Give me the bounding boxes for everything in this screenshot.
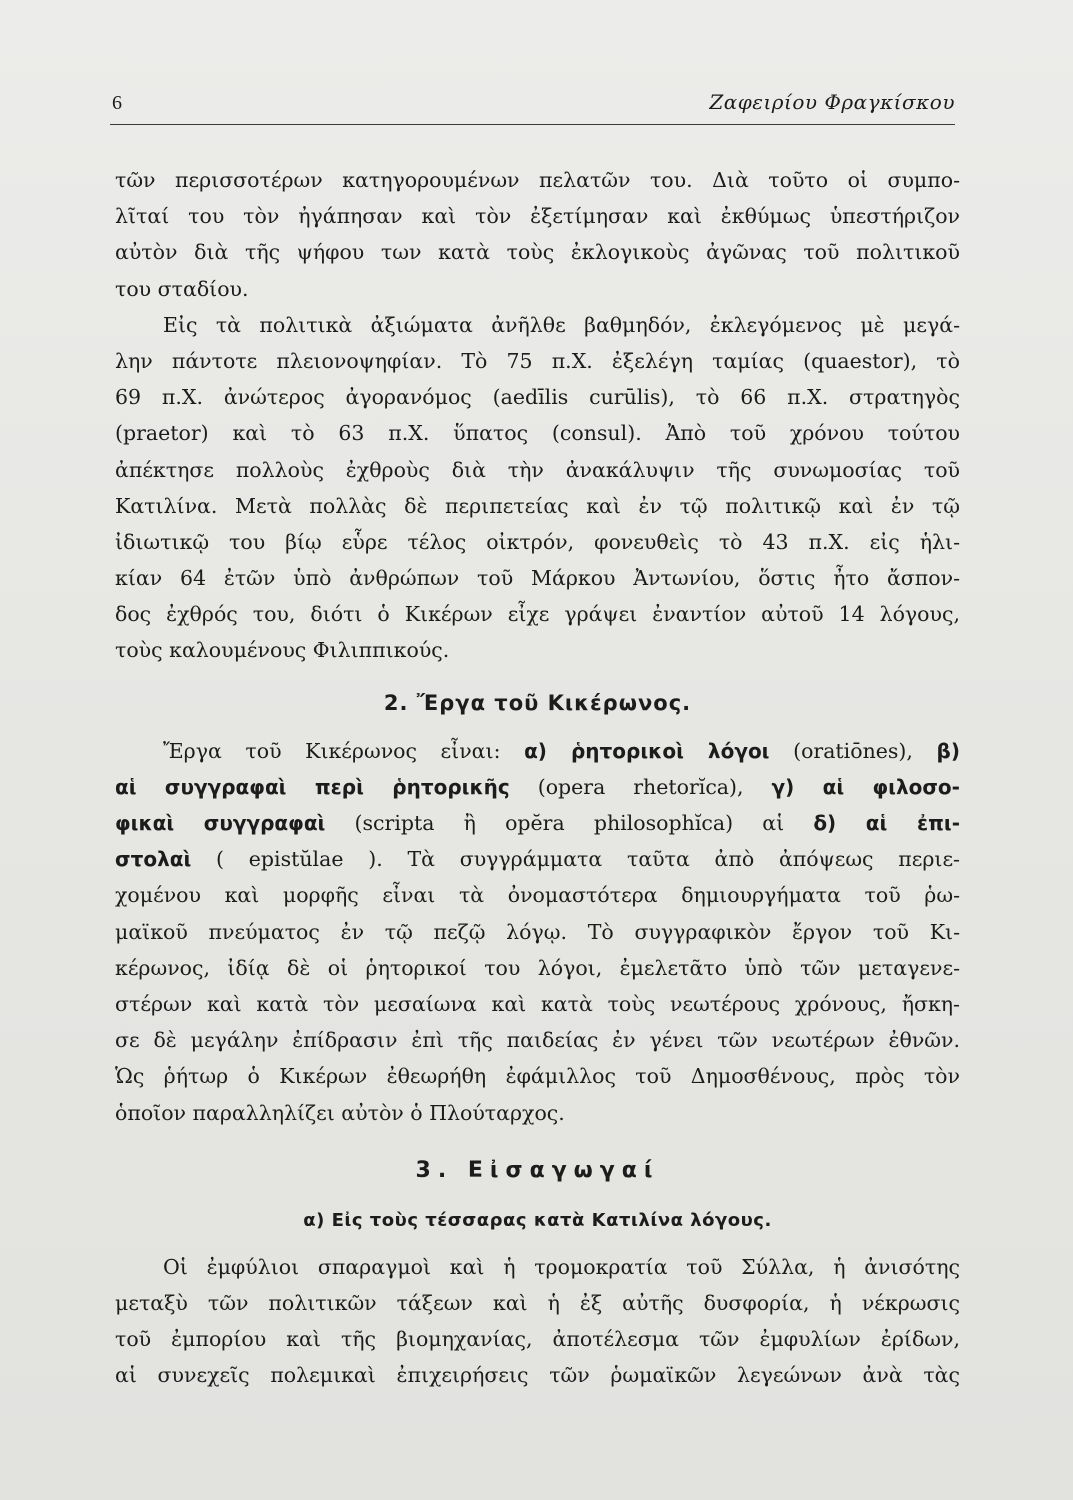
text-line: αἱ συνεχεῖς πολεμικαὶ ἐπιχειρήσεις τῶν ῥωμαϊκῶν λεγεώνων ἀνὰ τὰς	[115, 1363, 960, 1388]
page-body	[115, 162, 960, 1393]
text-line: 69 π.Χ. ἀνώτερος ἀγορανόμος (aedīlis curūlis), τὸ 66 π.Χ. στρατηγὸς	[115, 385, 960, 410]
text-line: μεταξὺ τῶν πολιτικῶν τάξεων καὶ ἡ ἐξ αὐτῆς δυσφορία, ἡ νέκρωσις	[115, 1290, 960, 1315]
text-line: τοὺς καλουμένους Φιλιππικούς.	[115, 638, 450, 663]
text-line: στέρων καὶ κατὰ τὸν μεσαίωνα καὶ κατὰ τοὺς νεωτέρους χρόνους, ἤσκη-	[115, 991, 960, 1016]
text-line: σε δὲ μεγάλην ἐπίδρασιν ἐπὶ τῆς παιδείας ἐν γένει τῶν νεωτέρων ἐθνῶν.	[115, 1028, 960, 1053]
text-run: (scripta ἢ opĕra philosophĭca) αἱ	[325, 811, 814, 835]
text-line: ἰδιωτικῷ του βίῳ εὗρε τέλος οἰκτρόν, φονευθεὶς τὸ 43 π.Χ. εἰς ἡλι-	[115, 529, 960, 554]
text-line	[115, 805, 960, 841]
page-number: 6	[112, 92, 122, 114]
text-line: κίαν 64 ἐτῶν ὑπὸ ἀνθρώπων τοῦ Μάρκου Ἀντωνίου, ὅστις ἦτο ἄσπον-	[115, 566, 960, 591]
text-line: κέρωνος, ἰδίᾳ δὲ οἱ ῥητορικοί του λόγοι, ἐμελετᾶτο ὑπὸ τῶν μεταγενε-	[115, 955, 960, 980]
bold-term: δ) αἱ ἐπι-	[813, 811, 960, 835]
text-line: δος ἐχθρός του, διότι ὁ Κικέρων εἶχε γράψει ἐναντίον αὐτοῦ 14 λόγους,	[115, 602, 960, 627]
text-line: λην πάντοτε πλειονοψηφίαν. Τὸ 75 π.Χ. ἐξελέγη ταμίας (quaestor), τὸ	[115, 348, 960, 373]
section-3-subheading: α) Εἰς τοὺς τέσσαρας κατὰ Κατιλίνα λόγους.	[303, 1209, 772, 1231]
text-run: (oratiōnes),	[769, 738, 937, 763]
text-line: Οἱ ἐμφύλιοι σπαραγμοὶ καὶ ἡ τρομοκρατία τοῦ Σύλλα, ἡ ἀνισότης	[163, 1254, 960, 1279]
paragraph-1	[115, 162, 960, 307]
text-line: Κατιλίνα. Μετὰ πολλὰς δὲ περιπετείας καὶ ἐν τῷ πολιτικῷ καὶ ἐν τῷ	[115, 493, 960, 518]
text-line: του σταδίου.	[115, 276, 249, 301]
section-3	[115, 1151, 960, 1394]
text-line: (praetor) καὶ τὸ 63 π.Χ. ὕπατος (consul). Ἀπὸ τοῦ χρόνου τούτου	[115, 421, 960, 446]
page-header	[110, 88, 955, 125]
text-line	[115, 733, 960, 769]
bold-term: β)	[936, 738, 960, 763]
text-line	[115, 841, 960, 877]
text-run: Ἔργα τοῦ Κικέρωνος εἶναι:	[163, 738, 525, 763]
text-run: ( epistŭlae ). Τὰ συγγράμματα ταῦτα ἀπὸ ἀπόψεως περιε-	[191, 847, 960, 872]
text-line: τοῦ ἐμπορίου καὶ τῆς βιομηχανίας, ἀποτέλεσμα τῶν ἐμφυλίων ἐρίδων,	[115, 1327, 960, 1352]
text-line: ὁποῖον παραλληλίζει αὐτὸν ὁ Πλούταρχος.	[115, 1100, 565, 1125]
bold-term: αἱ συγγραφαὶ περὶ ῥητορικῆς	[115, 774, 510, 799]
text-line: ἀπέκτησε πολλοὺς ἐχθροὺς διὰ τὴν ἀνακάλυψιν τῆς συνωμοσίας τοῦ	[115, 457, 960, 482]
text-run: (opera rhetorĭca),	[509, 774, 772, 799]
bold-term: στολαὶ	[115, 847, 192, 872]
text-line: Εἰς τὰ πολιτικὰ ἀξιώματα ἀνῆλθε βαθμηδόν, ἐκλεγόμενος μὲ μεγά-	[163, 312, 960, 337]
text-line: τῶν περισσοτέρων κατηγορουμένων πελατῶν του. Διὰ τοῦτο οἱ συμπο-	[115, 168, 960, 192]
text-line: χομένου καὶ μορφῆς εἶναι τὰ ὀνομαστότερα δημιουργήματα τοῦ ῥω-	[115, 883, 960, 908]
section-2-heading: 2. Ἔργα τοῦ Κικέρωνος.	[383, 690, 692, 715]
text-line: Ὡς ῥήτωρ ὁ Κικέρων ἐθεωρήθη ἐφάμιλλος τοῦ Δημοσθένους, πρὸς τὸν	[115, 1064, 960, 1089]
paragraph-2	[115, 307, 960, 669]
running-head: Ζαφειρίου Φραγκίσκου	[709, 90, 955, 114]
bold-term: α) ῥητορικοὶ λόγοι	[524, 738, 770, 763]
text-line: μαϊκοῦ πνεύματος ἐν τῷ πεζῷ λόγῳ. Τὸ συγγραφικὸν ἔργον τοῦ Κι-	[115, 919, 960, 944]
text-line: λῖταί του τὸν ἠγάπησαν καὶ τὸν ἐξετίμησαν καὶ ἐκθύμως ὑπεστήριζον	[115, 204, 960, 229]
section-3-heading: 3. Εἰσαγωγαί	[415, 1157, 660, 1183]
text-line	[115, 769, 960, 805]
section-2	[115, 683, 960, 1131]
text-line: αὐτὸν διὰ τῆς ψήφου των κατὰ τοὺς ἐκλογικοὺς ἀγῶνας τοῦ πολιτικοῦ	[115, 240, 960, 265]
bold-term: γ) αἱ φιλοσο-	[771, 774, 960, 799]
bold-term: φικαὶ συγγραφαὶ	[115, 811, 326, 835]
